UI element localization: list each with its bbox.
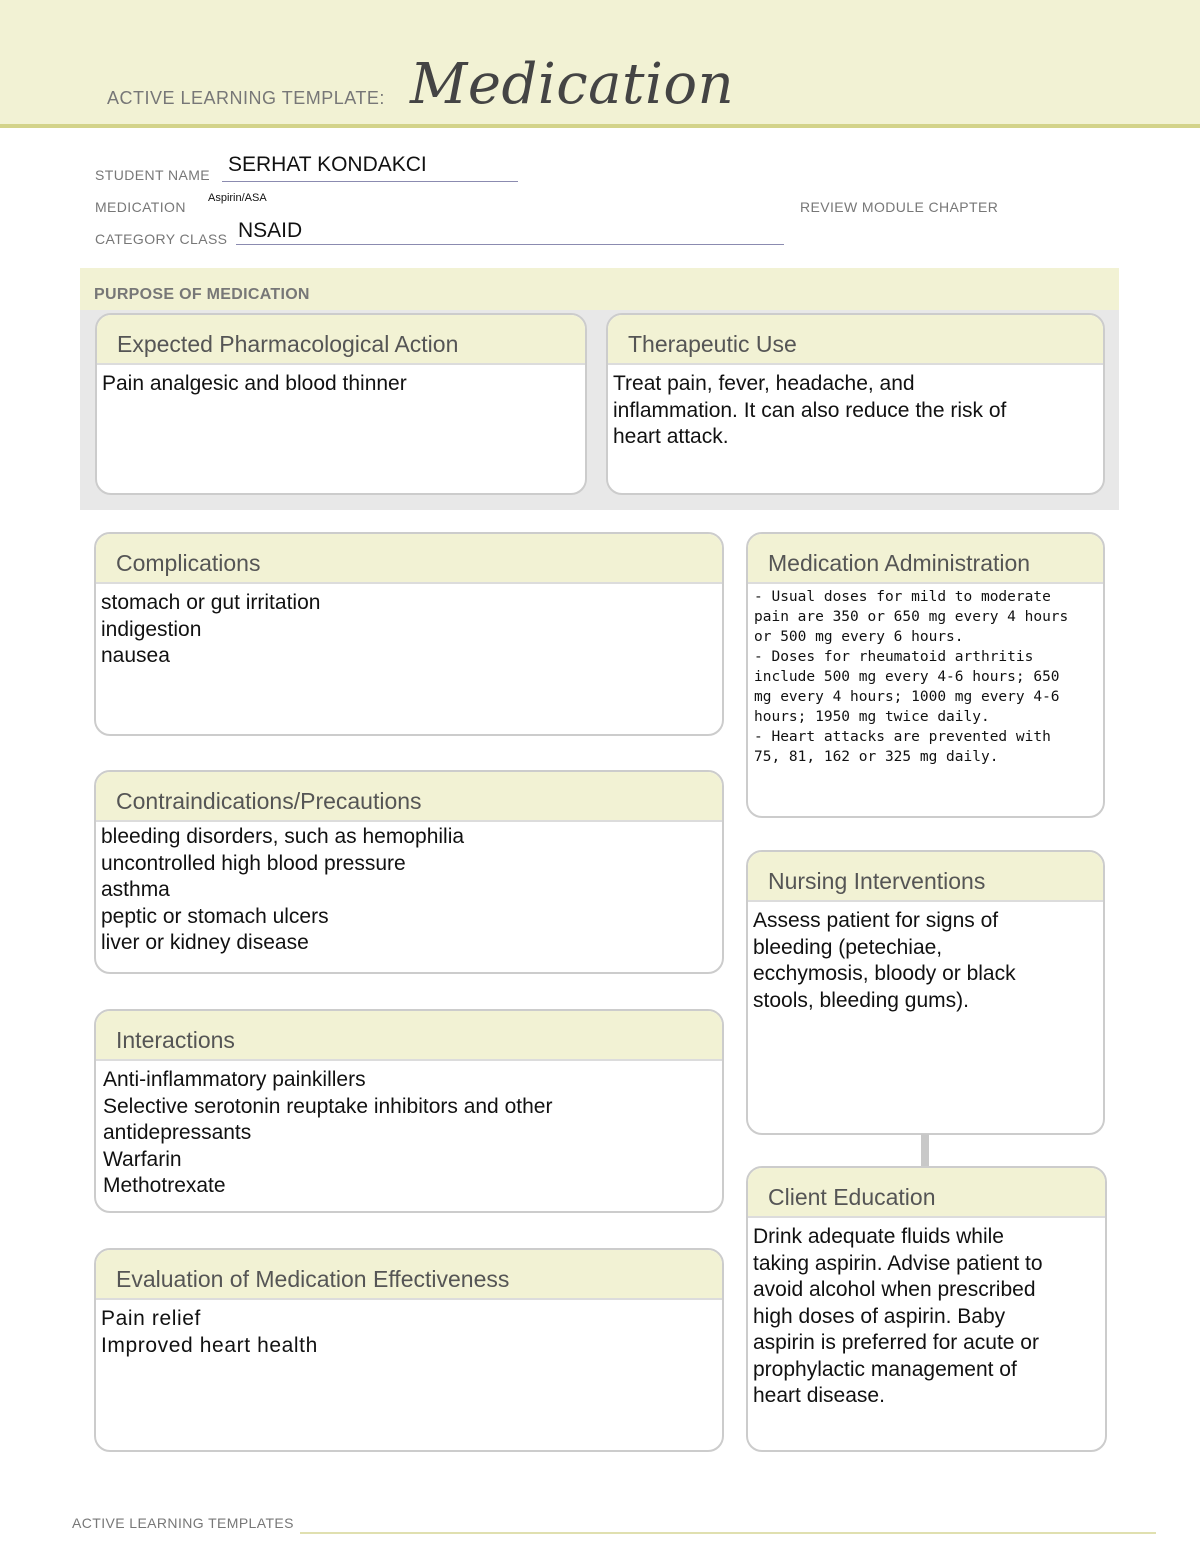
category-class-line — [236, 244, 784, 245]
connector-bar — [921, 1134, 929, 1166]
medication-administration-box — [746, 532, 1105, 818]
medication-value[interactable]: Aspirin/ASA — [208, 192, 267, 204]
category-class-label: CATEGORY CLASS — [95, 231, 228, 247]
page-title: Medication — [410, 52, 735, 117]
interactions-box — [94, 1009, 724, 1213]
interactions-title: Interactions — [96, 1011, 722, 1061]
expected-action-text[interactable]: Pain analgesic and blood thinner — [102, 372, 407, 395]
complications-text[interactable]: stomach or gut irritation indigestion nausea — [101, 591, 321, 667]
contraindications-box — [94, 770, 724, 974]
complications-title: Complications — [96, 534, 722, 584]
medication-label: MEDICATION — [95, 199, 186, 215]
therapeutic-use-box — [606, 313, 1105, 495]
purpose-label: PURPOSE OF MEDICATION — [94, 286, 310, 303]
interactions-text[interactable]: Anti-inflammatory painkillers Selective serotonin reuptake inhibitors and other antidepressants Warfarin Methotrexate — [103, 1068, 553, 1197]
student-name-value[interactable]: SERHAT KONDAKCI — [228, 153, 427, 176]
complications-box — [94, 532, 724, 736]
template-label: ACTIVE LEARNING TEMPLATE: — [107, 88, 385, 108]
evaluation-box — [94, 1248, 724, 1452]
therapeutic-use-title: Therapeutic Use — [608, 315, 1103, 365]
category-class-value[interactable]: NSAID — [238, 219, 303, 242]
nursing-interventions-text[interactable]: Assess patient for signs of bleeding (petechiae, ecchymosis, bloody or black stools, bleeding gums). — [753, 909, 1016, 1012]
client-education-box — [746, 1166, 1107, 1452]
student-name-label: STUDENT NAME — [95, 167, 210, 183]
client-education-text[interactable]: Drink adequate fluids while taking aspirin. Advise patient to avoid alcohol when prescribed high doses of aspirin. Baby aspirin is preferred for acute or prophylactic management of heart disease. — [753, 1225, 1043, 1407]
evaluation-text[interactable]: Pain relief Improved heart health — [101, 1307, 318, 1357]
client-education-title: Client Education — [748, 1168, 1105, 1218]
nursing-interventions-title: Nursing Interventions — [748, 852, 1103, 902]
evaluation-title: Evaluation of Medication Effectiveness — [96, 1250, 722, 1300]
medication-administration-title: Medication Administration — [748, 534, 1103, 584]
expected-action-title: Expected Pharmacological Action — [97, 315, 585, 365]
contraindications-title: Contraindications/Precautions — [96, 772, 722, 822]
footer-label: ACTIVE LEARNING TEMPLATES — [72, 1515, 294, 1531]
nursing-interventions-box — [746, 850, 1105, 1135]
expected-action-box — [95, 313, 587, 495]
footer-line — [300, 1532, 1156, 1534]
contraindications-text[interactable]: bleeding disorders, such as hemophilia uncontrolled high blood pressure asthma peptic or stomach ulcers liver or kidney disease — [101, 825, 465, 954]
student-name-line — [222, 181, 518, 182]
therapeutic-use-text[interactable]: Treat pain, fever, headache, and inflammation. It can also reduce the risk of heart attack. — [613, 372, 1007, 448]
medication-administration-text[interactable]: - Usual doses for mild to moderate pain are 350 or 650 mg every 4 hours or 500 mg every 6 hours. - Doses for rheumatoid arthritis include 500 mg every 4-6 hours; 650 mg every 4 hours; 1000 mg every 4-6 hours; 1950 mg twice daily. - Heart attacks are prevented with 75, 81, 162 or 325 mg daily. — [754, 589, 1069, 765]
review-module-label: REVIEW MODULE CHAPTER — [800, 199, 999, 215]
